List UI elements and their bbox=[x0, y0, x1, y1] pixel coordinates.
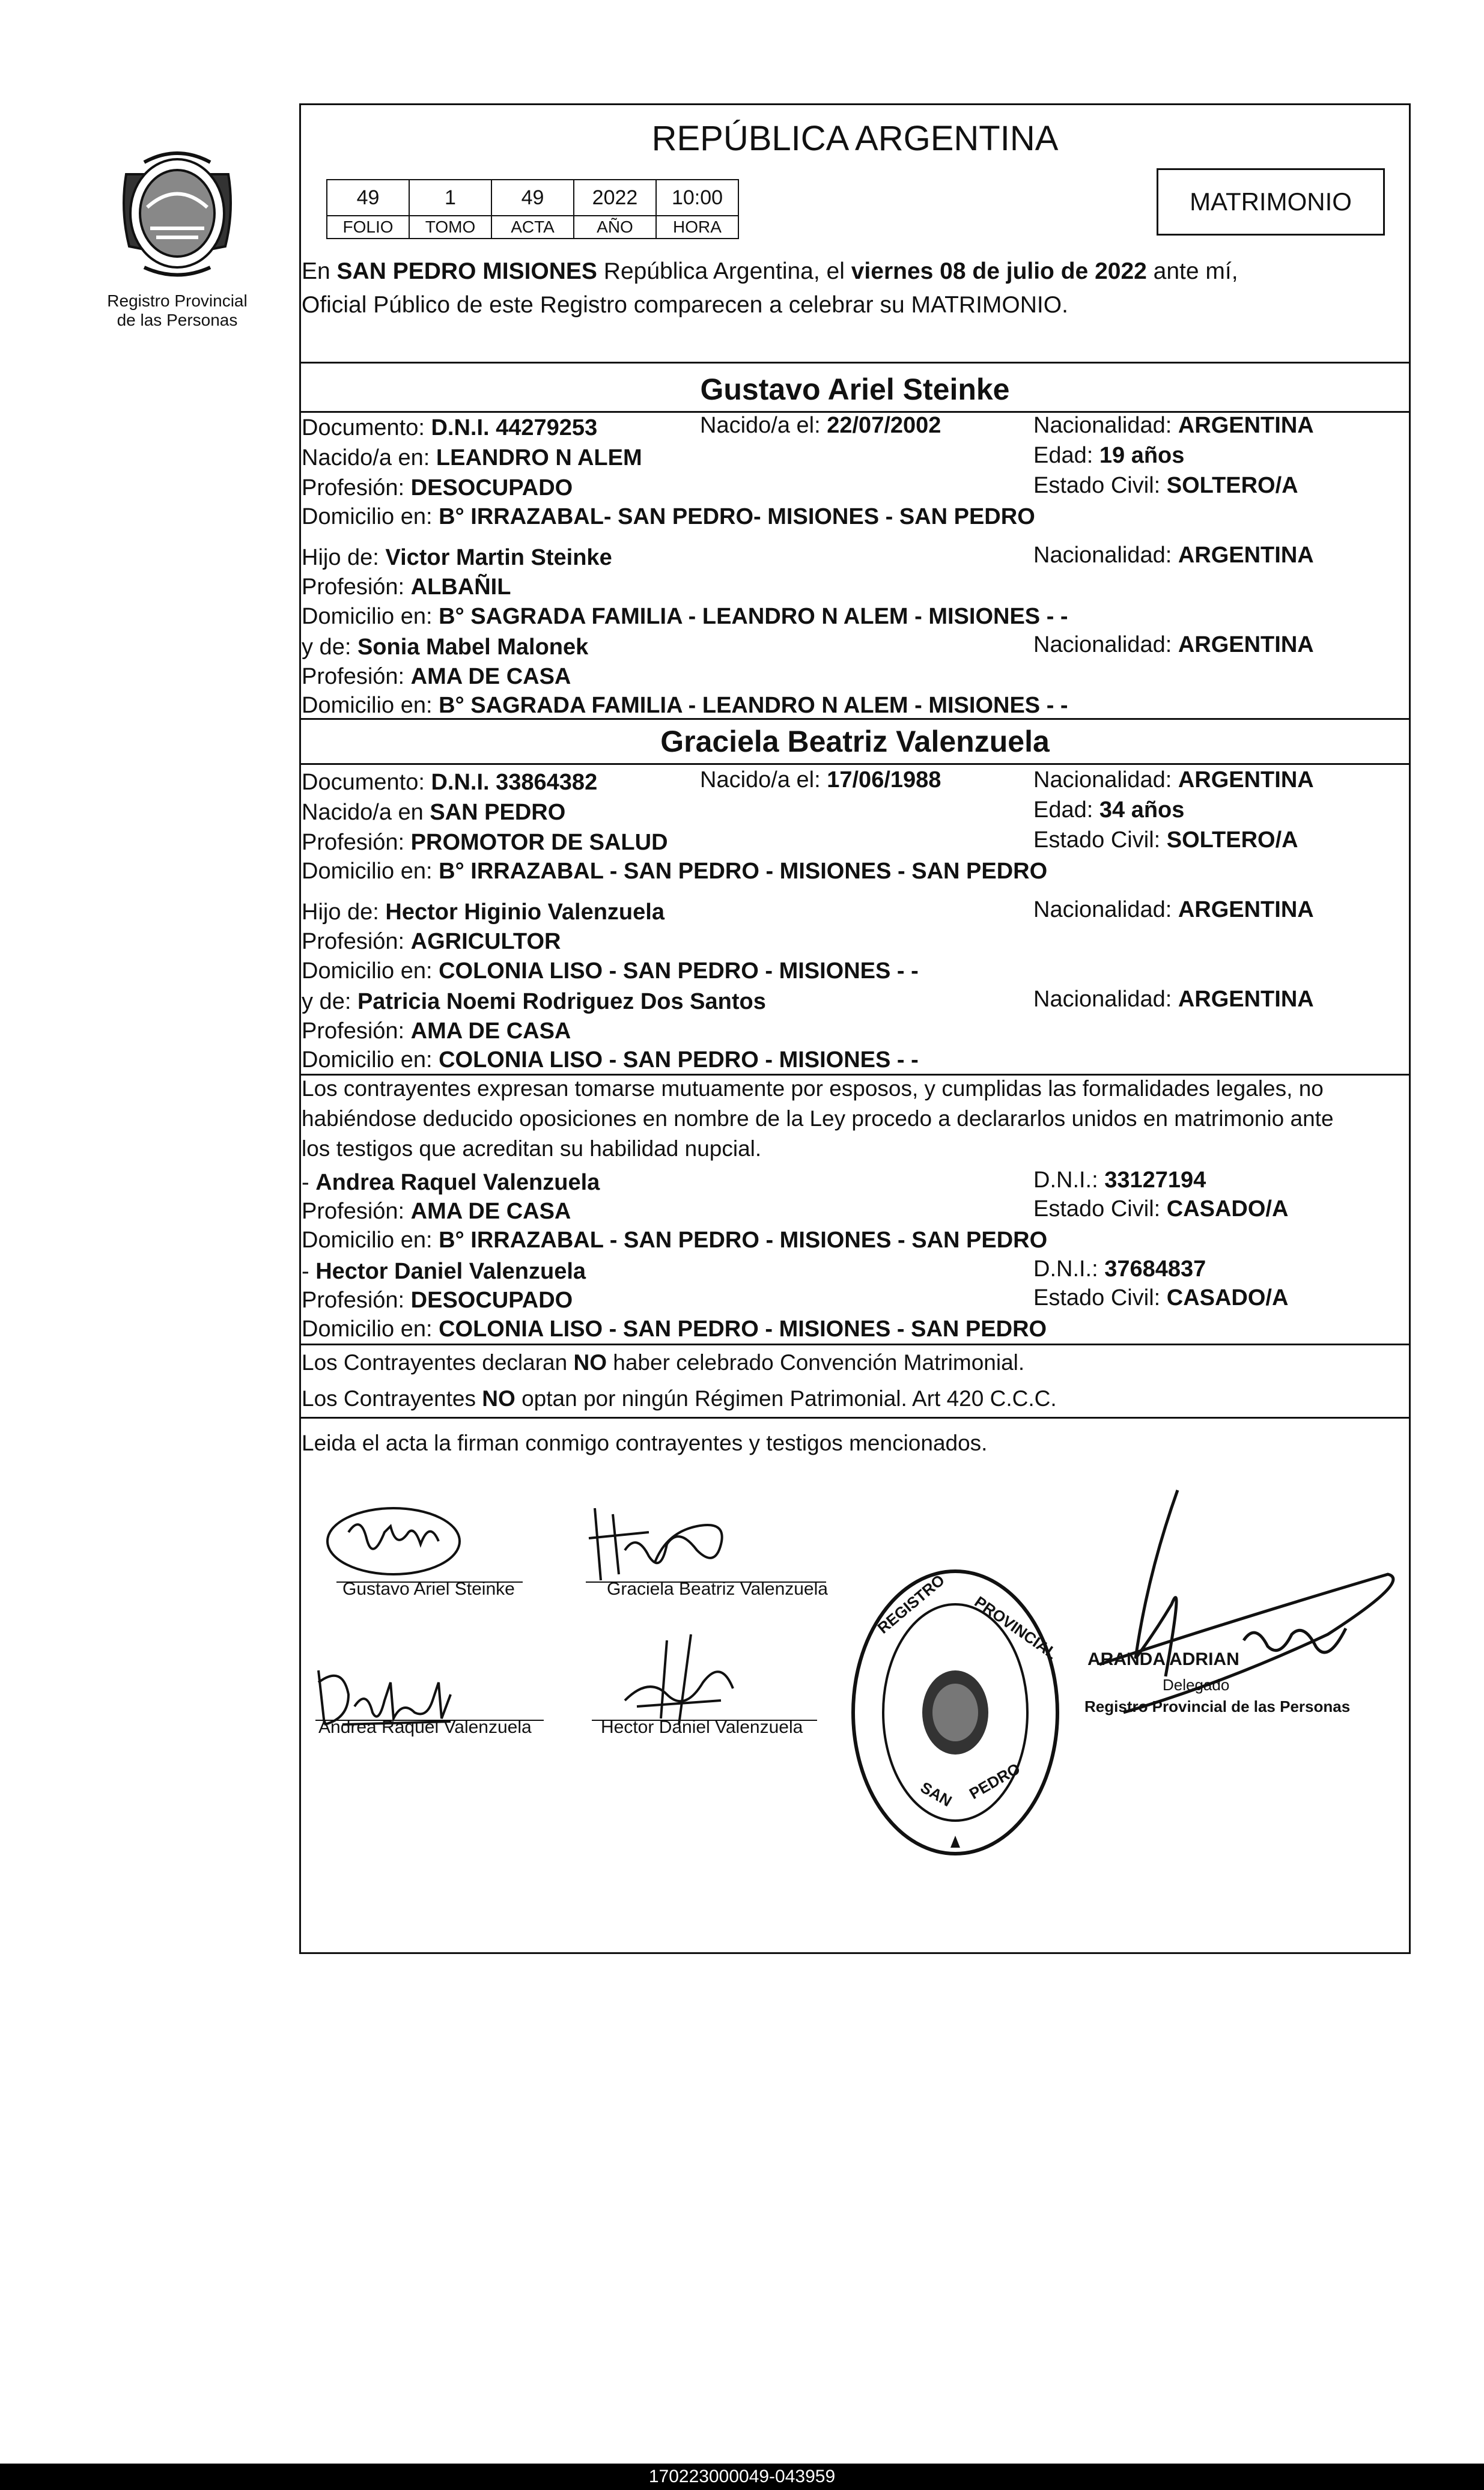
registry-office-stamp bbox=[847, 1562, 1063, 1863]
province-crest-logo bbox=[102, 138, 252, 288]
hour-label: HORA bbox=[656, 216, 738, 239]
bride-document: Documento: D.N.I. 33864382 bbox=[302, 770, 598, 795]
folio-value: 49 bbox=[327, 180, 409, 216]
bride-mother-address: Domicilio en: COLONIA LISO - SAN PEDRO - MISIONES - - bbox=[302, 1047, 919, 1073]
official-name-stamp: ARANDA ADRIAN bbox=[1087, 1649, 1239, 1669]
document-code-footer: 170223000049-043959 bbox=[0, 2464, 1484, 2490]
bride-nationality: Nacionalidad: ARGENTINA bbox=[1033, 767, 1314, 793]
acta-value: 49 bbox=[491, 180, 574, 216]
registry-caption-1: Registro Provincial bbox=[107, 291, 248, 310]
groom-document: Documento: D.N.I. 44279253 bbox=[302, 415, 598, 440]
groom-mother-profession: Profesión: AMA DE CASA bbox=[302, 664, 571, 689]
groom-father-address: Domicilio en: B° SAGRADA FAMILIA - LEANDRO N ALEM - MISIONES - - bbox=[302, 604, 1068, 629]
groom-address: Domicilio en: B° IRRAZABAL- SAN PEDRO- MISIONES - SAN PEDRO bbox=[302, 504, 1035, 529]
groom-father-profession: Profesión: ALBAÑIL bbox=[302, 574, 511, 600]
bride-father: Hijo de: Hector Higinio Valenzuela bbox=[302, 900, 664, 925]
official-title-stamp: Delegado bbox=[1163, 1676, 1230, 1694]
witness-2-address: Domicilio en: COLONIA LISO - SAN PEDRO - MISIONES - SAN PEDRO bbox=[302, 1317, 1047, 1342]
groom-name: Gustavo Ariel Steinke bbox=[700, 373, 1010, 406]
svg-text:PROVINCIAL: PROVINCIAL bbox=[971, 1592, 1061, 1663]
registry-caption-2: de las Personas bbox=[117, 311, 238, 329]
bride-birthplace: Nacido/a en SAN PEDRO bbox=[302, 800, 566, 825]
bride-birthdate: Nacido/a el: 17/06/1988 bbox=[700, 767, 941, 793]
witness-1-civil-status: Estado Civil: CASADO/A bbox=[1033, 1196, 1289, 1222]
witness-2-signature bbox=[601, 1628, 745, 1731]
bride-address: Domicilio en: B° IRRAZABAL - SAN PEDRO - MISIONES - SAN PEDRO bbox=[302, 859, 1048, 884]
groom-nationality: Nacionalidad: ARGENTINA bbox=[1033, 413, 1314, 438]
groom-birthplace: Nacido/a en: LEANDRO N ALEM bbox=[302, 445, 642, 470]
groom-mother: y de: Sonia Mabel Malonek bbox=[302, 635, 589, 660]
witness-2-name: - Hector Daniel Valenzuela bbox=[302, 1259, 586, 1284]
tomo-value: 1 bbox=[409, 180, 491, 216]
witness-1-address: Domicilio en: B° IRRAZABAL - SAN PEDRO - MISIONES - SAN PEDRO bbox=[302, 1228, 1048, 1253]
act-type-box: MATRIMONIO bbox=[1157, 168, 1385, 236]
intro-line-1: En SAN PEDRO MISIONES República Argentina, el viernes 08 de julio de 2022 ante mí, bbox=[302, 258, 1238, 284]
divider bbox=[299, 362, 1411, 364]
groom-civil-status: Estado Civil: SOLTERO/A bbox=[1033, 473, 1298, 498]
closing-statement: Leida el acta la firman conmigo contrayentes y testigos mencionados. bbox=[302, 1431, 988, 1455]
bride-father-profession: Profesión: AGRICULTOR bbox=[302, 929, 561, 954]
witness-1-dni: D.N.I.: 33127194 bbox=[1033, 1167, 1206, 1193]
divider bbox=[299, 718, 1411, 720]
groom-father-nationality: Nacionalidad: ARGENTINA bbox=[1033, 543, 1314, 568]
declaration-line-1: Los contrayentes expresan tomarse mutuamente por esposos, y cumplidas las formalidades legales, no bbox=[302, 1076, 1324, 1101]
declaration-line-2: habiéndose deducido oposiciones en nombre de la Ley procedo a declararlos unidos en matrimonio ante bbox=[302, 1106, 1334, 1131]
svg-text:REGISTRO: REGISTRO bbox=[874, 1571, 948, 1637]
bride-civil-status: Estado Civil: SOLTERO/A bbox=[1033, 827, 1298, 853]
year-value: 2022 bbox=[574, 180, 656, 216]
official-registry-stamp: Registro Provincial de las Personas bbox=[1084, 1697, 1351, 1715]
year-label: AÑO bbox=[574, 216, 656, 239]
folio-label: FOLIO bbox=[327, 216, 409, 239]
declaration-line-3: los testigos que acreditan su habilidad nupcial. bbox=[302, 1136, 762, 1161]
witness-1-name: - Andrea Raquel Valenzuela bbox=[302, 1170, 600, 1195]
groom-age: Edad: 19 años bbox=[1033, 443, 1185, 468]
place: SAN PEDRO MISIONES bbox=[336, 258, 597, 284]
bride-mother: y de: Patricia Noemi Rodriguez Dos Santos bbox=[302, 989, 766, 1014]
bride-signature bbox=[577, 1496, 733, 1592]
act-date: viernes 08 de julio de 2022 bbox=[851, 258, 1147, 284]
bride-signature-label: Graciela Beatriz Valenzuela bbox=[607, 1579, 828, 1599]
groom-mother-nationality: Nacionalidad: ARGENTINA bbox=[1033, 632, 1314, 657]
regime-statement: Los Contrayentes NO optan por ningún Régimen Patrimonial. Art 420 C.C.C. bbox=[302, 1386, 1057, 1411]
bride-mother-profession: Profesión: AMA DE CASA bbox=[302, 1018, 571, 1044]
witness-2-dni: D.N.I.: 37684837 bbox=[1033, 1256, 1206, 1282]
witness-1-profession: Profesión: AMA DE CASA bbox=[302, 1199, 571, 1224]
tomo-label: TOMO bbox=[409, 216, 491, 239]
groom-signature bbox=[324, 1496, 469, 1586]
bride-profession: Profesión: PROMOTOR DE SALUD bbox=[302, 830, 668, 855]
divider bbox=[299, 1417, 1411, 1419]
intro-line-2: Oficial Público de este Registro comparecen a celebrar su MATRIMONIO. bbox=[302, 292, 1068, 318]
convention-statement: Los Contrayentes declaran NO haber celebrado Convención Matrimonial. bbox=[302, 1350, 1025, 1375]
groom-father: Hijo de: Victor Martin Steinke bbox=[302, 545, 612, 570]
bride-father-address: Domicilio en: COLONIA LISO - SAN PEDRO - MISIONES - - bbox=[302, 958, 919, 984]
acta-label: ACTA bbox=[491, 216, 574, 239]
groom-profession: Profesión: DESOCUPADO bbox=[302, 475, 573, 501]
divider bbox=[299, 1344, 1411, 1345]
witness-1-signature-label: Andrea Raquel Valenzuela bbox=[318, 1717, 532, 1737]
hour-value: 10:00 bbox=[656, 180, 738, 216]
groom-mother-address: Domicilio en: B° SAGRADA FAMILIA - LEANDRO N ALEM - MISIONES - - bbox=[302, 693, 1068, 718]
document-title: REPÚBLICA ARGENTINA bbox=[651, 119, 1059, 158]
divider bbox=[299, 763, 1411, 765]
bride-age: Edad: 34 años bbox=[1033, 797, 1185, 823]
witness-2-profession: Profesión: DESOCUPADO bbox=[302, 1288, 573, 1313]
groom-signature-label: Gustavo Ariel Steinke bbox=[342, 1579, 515, 1599]
bride-father-nationality: Nacionalidad: ARGENTINA bbox=[1033, 897, 1314, 922]
svg-text:SAN: SAN bbox=[917, 1778, 955, 1810]
bride-name: Graciela Beatriz Valenzuela bbox=[660, 725, 1050, 758]
witness-2-signature-label: Hector Daniel Valenzuela bbox=[601, 1717, 803, 1737]
svg-text:PEDRO: PEDRO bbox=[966, 1759, 1024, 1803]
groom-birthdate: Nacido/a el: 22/07/2002 bbox=[700, 413, 941, 438]
witness-2-civil-status: Estado Civil: CASADO/A bbox=[1033, 1285, 1289, 1310]
bride-mother-nationality: Nacionalidad: ARGENTINA bbox=[1033, 987, 1314, 1012]
registry-table bbox=[326, 179, 739, 239]
